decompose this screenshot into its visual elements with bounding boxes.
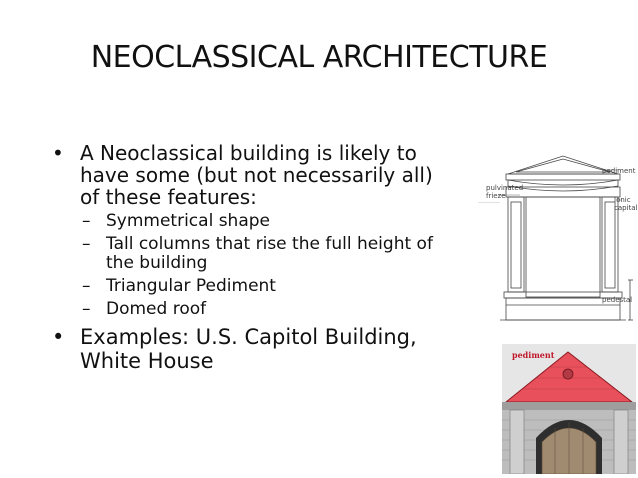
label-pediment-bottom: pediment: [512, 350, 555, 360]
sub-bullet: [50, 300, 450, 319]
dash-glyph: –: [82, 234, 91, 254]
sub-bullet-text: Domed roof: [106, 299, 207, 319]
sub-bullet: [50, 212, 450, 231]
sub-bullet: [50, 277, 450, 296]
label-capital: capital: [614, 204, 638, 212]
bullet-glyph: •: [52, 141, 64, 165]
dash-glyph: –: [82, 211, 91, 231]
slide-title: NEOCLASSICAL ARCHITECTURE: [90, 40, 548, 75]
sub-bullet-text: Symmetrical shape: [106, 211, 270, 231]
label-pulvinated: pulvinated: [486, 184, 524, 192]
bullet-intro-text: A Neoclassical building is likely to have some (but not necessarily all) of these features:: [80, 141, 433, 209]
dash-glyph: –: [82, 299, 91, 319]
doorway-diagram: [478, 150, 638, 330]
sub-bullet-text: Triangular Pediment: [106, 276, 276, 296]
sub-bullet-text: Tall columns that rise the full height of the building: [106, 234, 433, 273]
pediment-illustration: [502, 344, 636, 474]
bullet-examples: [50, 325, 450, 373]
bullet-examples-text: Examples: U.S. Capitol Building, White House: [80, 325, 417, 373]
bullet-intro: [50, 142, 450, 208]
bullet-list: [50, 142, 450, 377]
dash-glyph: –: [82, 276, 91, 296]
label-frieze: frieze: [486, 192, 506, 200]
bullet-glyph: •: [52, 325, 65, 349]
label-pediment: pediment: [602, 167, 636, 175]
label-pedestal: pedestal: [602, 296, 633, 304]
sub-bullet: [50, 235, 450, 273]
label-ionic: Ionic: [614, 196, 631, 204]
